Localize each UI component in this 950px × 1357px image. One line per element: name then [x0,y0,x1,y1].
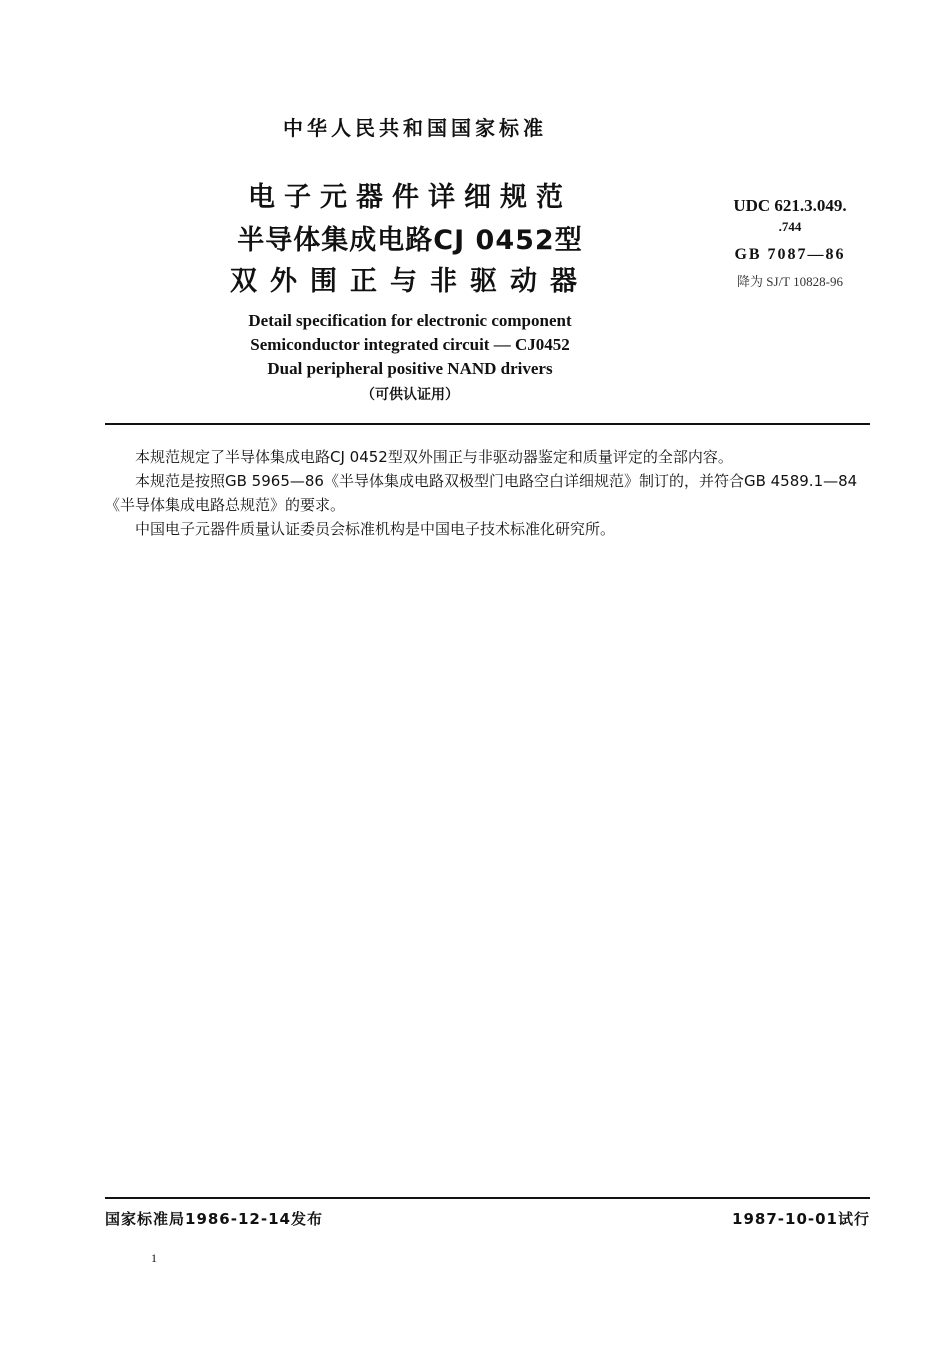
title-zh-line-3: 双外围正与非驱动器 [230,266,590,297]
gb-number: GB 7087—86 [734,246,846,263]
national-standard-heading: 中华人民共和国国家标准 [283,116,547,140]
issue-date: 国家标准局1986-12-14发布 [105,1210,323,1228]
title-en-line-3: Dual peripheral positive NAND drivers [267,359,553,378]
replaced-by-note: 降为 SJ/T 10828-96 [737,274,843,289]
header-divider [105,423,870,425]
body-text [105,445,870,541]
body-paragraph-2: 本规范是按照GB 5965—86《半导体集成电路双极型门电路空白详细规范》制订的，并符合GB 4589.1—84《半导体集成电路总规范》的要求。 [105,472,858,514]
footer-divider [105,1197,870,1199]
title-zh-line-2: 半导体集成电路CJ 0452型 [237,225,583,256]
certification-note: （可供认证用） [361,387,459,403]
body-paragraph-1: 本规范规定了半导体集成电路CJ 0452型双外围正与非驱动器鉴定和质量评定的全部内容。 [135,448,733,466]
body-paragraph-3: 中国电子元器件质量认证委员会标准机构是中国电子技术标准化研究所。 [135,520,616,538]
title-zh-line-1: 电子元器件详细规范 [248,182,572,213]
effective-date: 1987-10-01试行 [732,1210,870,1228]
page-number: 1 [151,1251,157,1265]
udc-code-continued: .744 [778,219,802,234]
title-en-line-1: Detail specification for electronic component [248,311,572,330]
title-en-line-2: Semiconductor integrated circuit — CJ0452 [250,335,570,354]
udc-code: UDC 621.3.049. [733,196,847,215]
